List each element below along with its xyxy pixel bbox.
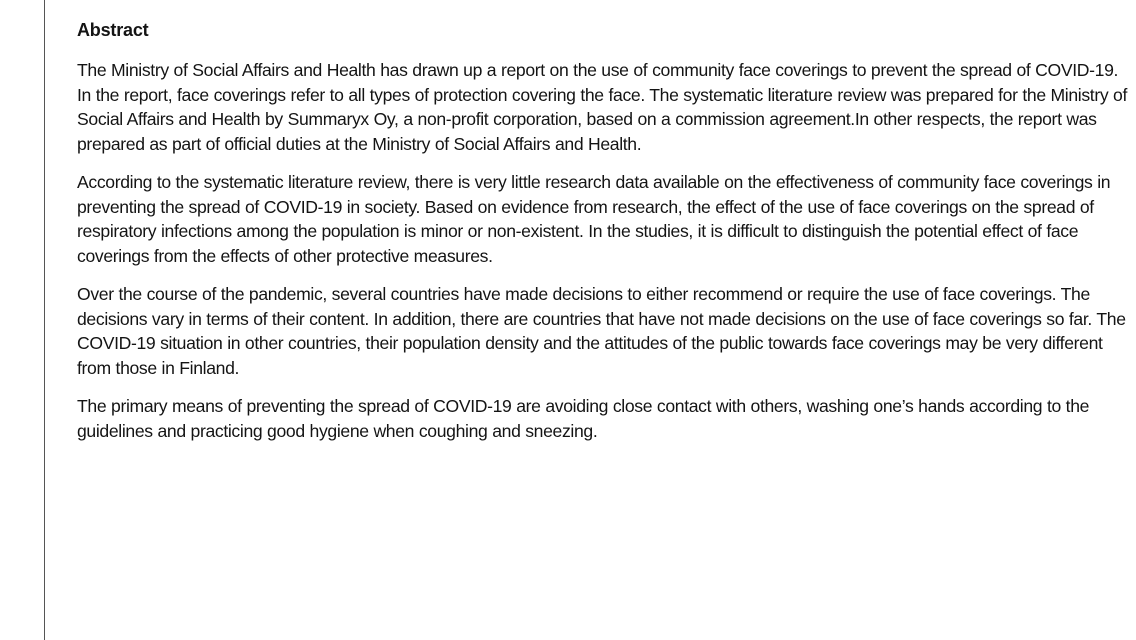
abstract-paragraph-3: Over the course of the pandemic, several countries have made decisions to either recommend or require the use of face coverings. The decisions vary in terms of their content. In addition, there are countries that have not made decisions on the use of face coverings so far. The COVID-19 situation in other countries, their population density and the attitudes of the public towards face coverings may be very different from those in Finland. <box>77 284 1126 378</box>
abstract-paragraph-1: The Ministry of Social Affairs and Health has drawn up a report on the use of community face coverings to prevent the spread of COVID-19. In the report, face coverings refer to all types of protection covering the face. The systematic literature review was prepared for the Ministry of Social Affairs and Health by Summaryx Oy, a non-profit corporation, based on a commission agreement.In other respects, the report was prepared as part of official duties at the Ministry of Social Affairs and Health. <box>77 60 1128 154</box>
abstract-heading: Abstract <box>77 20 149 40</box>
left-border-line <box>0 0 45 640</box>
abstract-paragraph-2: According to the systematic literature review, there is very little research data available on the effectiveness of community face coverings in preventing the spread of COVID-19 in society. Based on evidence from research, the effect of the use of face coverings on the spread of respiratory infections among the population is minor or non-existent. In the studies, it is difficult to distinguish the potential effect of face coverings from the effects of other protective measures. <box>77 172 1111 266</box>
abstract-paragraph-4: The primary means of preventing the spread of COVID-19 are avoiding close contact with others, washing one’s hands according to the guidelines and practicing good hygiene when coughing and sneezing. <box>77 396 1090 441</box>
abstract-section <box>77 18 1129 457</box>
